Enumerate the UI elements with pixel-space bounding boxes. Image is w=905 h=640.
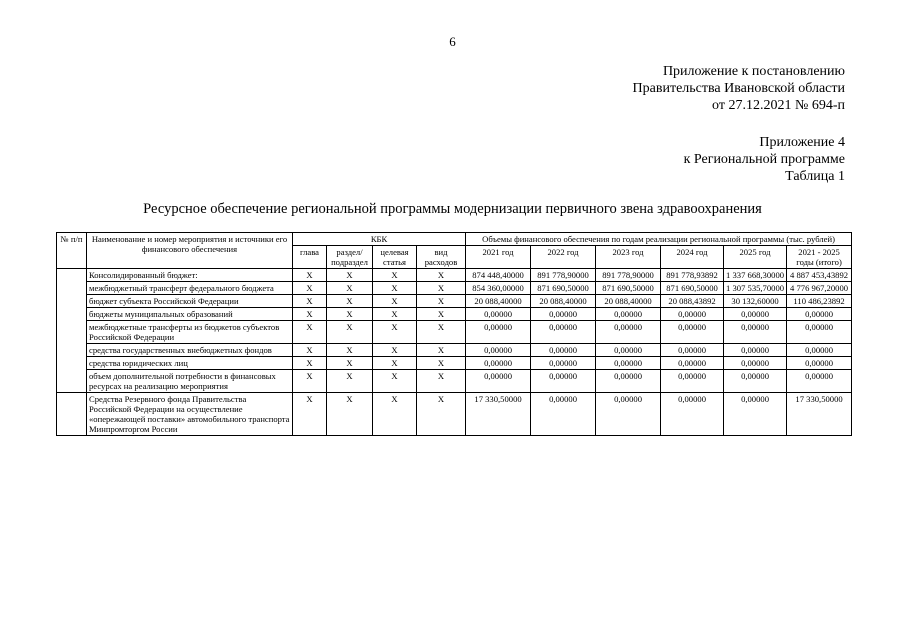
table-row <box>57 308 852 321</box>
row-kbk-cell: Х <box>373 282 417 295</box>
table-row <box>57 393 852 436</box>
row-name-cell: средства юридических лиц <box>87 357 293 370</box>
row-kbk-cell: Х <box>417 295 466 308</box>
row-kbk-cell: Х <box>327 393 373 436</box>
row-value-cell: 4 887 453,43892 <box>787 269 852 282</box>
row-value-cell: 0,00000 <box>531 370 596 393</box>
row-value-cell: 871 690,50000 <box>661 282 724 295</box>
row-kbk-cell: Х <box>293 282 327 295</box>
row-value-cell: 0,00000 <box>724 308 787 321</box>
header-year-2023: 2023 год <box>596 246 661 269</box>
header-kbk-section: раздел/ подраздел <box>327 246 373 269</box>
header-kbk-type: вид расходов <box>417 246 466 269</box>
row-value-cell: 0,00000 <box>661 393 724 436</box>
table-row <box>57 269 852 282</box>
header-year-2021: 2021 год <box>466 246 531 269</box>
approval-block <box>633 63 845 114</box>
row-kbk-cell: Х <box>373 321 417 344</box>
row-value-cell: 0,00000 <box>661 370 724 393</box>
row-kbk-cell: Х <box>417 344 466 357</box>
row-value-cell: 0,00000 <box>531 357 596 370</box>
annex-line-3: Таблица 1 <box>785 169 845 184</box>
header-row-top <box>57 233 852 246</box>
row-value-cell: 0,00000 <box>787 370 852 393</box>
row-name-cell: бюджет субъекта Российской Федерации <box>87 295 293 308</box>
table-row <box>57 295 852 308</box>
row-value-cell: 0,00000 <box>787 308 852 321</box>
row-kbk-cell: Х <box>373 370 417 393</box>
row-value-cell: 17 330,50000 <box>787 393 852 436</box>
row-kbk-cell: Х <box>293 269 327 282</box>
row-kbk-cell: Х <box>373 357 417 370</box>
row-value-cell: 0,00000 <box>466 357 531 370</box>
header-kbk-target: целевая статья <box>373 246 417 269</box>
row-value-cell: 0,00000 <box>596 344 661 357</box>
row-num-cell <box>57 269 87 393</box>
row-kbk-cell: Х <box>293 393 327 436</box>
row-value-cell: 1 337 668,30000 <box>724 269 787 282</box>
row-value-cell: 0,00000 <box>724 344 787 357</box>
row-kbk-cell: Х <box>293 357 327 370</box>
row-kbk-cell: Х <box>417 308 466 321</box>
header-year-2024: 2024 год <box>661 246 724 269</box>
row-value-cell: 0,00000 <box>724 357 787 370</box>
row-kbk-cell: Х <box>327 370 373 393</box>
row-kbk-cell: Х <box>373 308 417 321</box>
header-num: № п/п <box>57 233 87 269</box>
row-name-cell: объем дополнительной потребности в финансовых ресурсах на реализацию мероприятия <box>87 370 293 393</box>
row-kbk-cell: Х <box>417 357 466 370</box>
approval-line-3: от 27.12.2021 № 694-п <box>712 98 845 113</box>
row-value-cell: 854 360,00000 <box>466 282 531 295</box>
row-value-cell: 20 088,40000 <box>531 295 596 308</box>
row-value-cell: 0,00000 <box>466 344 531 357</box>
row-value-cell: 0,00000 <box>466 321 531 344</box>
table-row <box>57 370 852 393</box>
row-value-cell: 871 690,50000 <box>531 282 596 295</box>
row-value-cell: 20 088,43892 <box>661 295 724 308</box>
row-value-cell: 0,00000 <box>661 308 724 321</box>
row-value-cell: 0,00000 <box>787 357 852 370</box>
table-row <box>57 357 852 370</box>
row-kbk-cell: Х <box>327 321 373 344</box>
row-value-cell: 871 690,50000 <box>596 282 661 295</box>
row-value-cell: 0,00000 <box>724 370 787 393</box>
row-kbk-cell: Х <box>293 321 327 344</box>
row-value-cell: 0,00000 <box>787 344 852 357</box>
header-name: Наименование и номер мероприятия и источники его финансового обеспечения <box>87 233 293 269</box>
row-value-cell: 874 448,40000 <box>466 269 531 282</box>
row-value-cell: 891 778,90000 <box>531 269 596 282</box>
header-kbk: КБК <box>293 233 466 246</box>
annex-line-1: Приложение 4 <box>759 135 845 150</box>
row-kbk-cell: Х <box>373 393 417 436</box>
row-kbk-cell: Х <box>327 308 373 321</box>
header-kbk-chapter: глава <box>293 246 327 269</box>
approval-line-1: Приложение к постановлению <box>662 64 845 79</box>
row-name-cell: Консолидированный бюджет: <box>87 269 293 282</box>
row-value-cell: 891 778,90000 <box>596 269 661 282</box>
row-value-cell: 0,00000 <box>724 393 787 436</box>
row-value-cell: 17 330,50000 <box>466 393 531 436</box>
row-value-cell: 4 776 967,20000 <box>787 282 852 295</box>
table-row <box>57 282 852 295</box>
row-value-cell: 0,00000 <box>661 321 724 344</box>
row-name-cell: межбюджетный трансферт федерального бюджета <box>87 282 293 295</box>
row-value-cell: 30 132,60000 <box>724 295 787 308</box>
row-value-cell: 0,00000 <box>724 321 787 344</box>
row-kbk-cell: Х <box>293 344 327 357</box>
header-volume: Объемы финансового обеспечения по годам реализации региональной программы (тыс. рублей) <box>466 233 852 246</box>
row-kbk-cell: Х <box>373 344 417 357</box>
table-row <box>57 344 852 357</box>
row-value-cell: 0,00000 <box>596 357 661 370</box>
row-kbk-cell: Х <box>373 295 417 308</box>
row-kbk-cell: Х <box>293 295 327 308</box>
row-kbk-cell: Х <box>293 308 327 321</box>
row-value-cell: 891 778,93892 <box>661 269 724 282</box>
row-kbk-cell: Х <box>327 295 373 308</box>
resources-table <box>56 232 852 436</box>
row-value-cell: 0,00000 <box>531 393 596 436</box>
row-kbk-cell: Х <box>327 282 373 295</box>
row-kbk-cell: Х <box>417 282 466 295</box>
row-kbk-cell: Х <box>417 393 466 436</box>
row-value-cell: 0,00000 <box>787 321 852 344</box>
row-name-cell: Средства Резервного фонда Правительства Российской Федерации на осуществление «опережающей поставки» автомобильного транспорта Минпромторгом России <box>87 393 293 436</box>
row-name-cell: межбюджетные трансферты из бюджетов субъектов Российской Федерации <box>87 321 293 344</box>
row-kbk-cell: Х <box>327 357 373 370</box>
table-body <box>57 269 852 436</box>
approval-line-2: Правительства Ивановской области <box>632 81 845 96</box>
row-kbk-cell: Х <box>417 269 466 282</box>
row-kbk-cell: Х <box>373 269 417 282</box>
row-value-cell: 0,00000 <box>596 308 661 321</box>
row-num-cell <box>57 393 87 436</box>
row-value-cell: 1 307 535,70000 <box>724 282 787 295</box>
row-value-cell: 0,00000 <box>531 308 596 321</box>
page-number: 6 <box>449 34 456 49</box>
row-name-cell: средства государственных внебюджетных фондов <box>87 344 293 357</box>
row-value-cell: 0,00000 <box>466 308 531 321</box>
row-kbk-cell: Х <box>327 344 373 357</box>
header-year-2022: 2022 год <box>531 246 596 269</box>
row-value-cell: 20 088,40000 <box>466 295 531 308</box>
row-kbk-cell: Х <box>327 269 373 282</box>
row-kbk-cell: Х <box>417 321 466 344</box>
header-total: 2021 - 2025 годы (итого) <box>787 246 852 269</box>
row-value-cell: 0,00000 <box>466 370 531 393</box>
annex-block <box>684 134 845 185</box>
row-value-cell: 0,00000 <box>596 393 661 436</box>
row-value-cell: 0,00000 <box>531 344 596 357</box>
row-value-cell: 110 486,23892 <box>787 295 852 308</box>
table-row <box>57 321 852 344</box>
document-title: Ресурсное обеспечение региональной программы модернизации первичного звена здравоохранения <box>143 201 762 217</box>
row-value-cell: 20 088,40000 <box>596 295 661 308</box>
row-value-cell: 0,00000 <box>661 344 724 357</box>
annex-line-2: к Региональной программе <box>683 152 845 167</box>
row-value-cell: 0,00000 <box>596 321 661 344</box>
row-name-cell: бюджеты муниципальных образований <box>87 308 293 321</box>
row-value-cell: 0,00000 <box>661 357 724 370</box>
header-year-2025: 2025 год <box>724 246 787 269</box>
row-value-cell: 0,00000 <box>531 321 596 344</box>
row-value-cell: 0,00000 <box>596 370 661 393</box>
row-kbk-cell: Х <box>293 370 327 393</box>
row-kbk-cell: Х <box>417 370 466 393</box>
